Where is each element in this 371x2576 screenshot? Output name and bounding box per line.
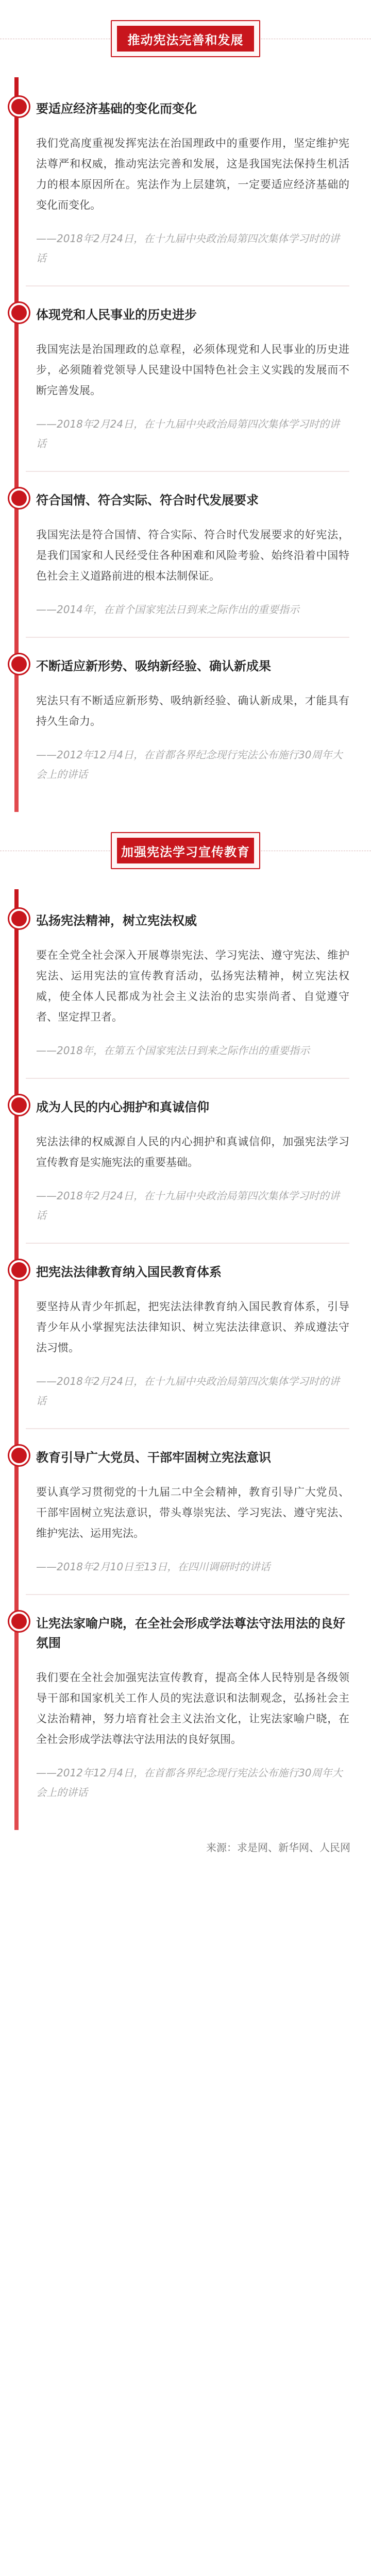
timeline-dot-icon xyxy=(9,909,29,928)
entry-heading: 不断适应新形势、吸纳新经验、确认新成果 xyxy=(36,659,271,673)
entry-source: ——2012年12月4日，在首都各界纪念现行宪法公布施行30周年大会上的讲话 xyxy=(36,1767,343,1799)
entry-heading: 体现党和人民事业的历史进步 xyxy=(36,308,197,322)
entry-source: ——2018年2月24日，在十九届中央政治局第四次集体学习时的讲话 xyxy=(36,418,340,450)
entry-body: 要在全党全社会深入开展尊崇宪法、学习宪法、遵守宪法、维护宪法、运用宪法的宣传教育活动，弘扬宪法精神，树立宪法权威，使全体人民都成为社会主义法治的忠实崇尚者、自觉遵守者、坚定捍卫者。 xyxy=(36,949,349,1023)
entry-heading: 成为人民的内心拥护和真诚信仰 xyxy=(36,1100,209,1114)
entry-body: 要坚持从青少年抓起，把宪法法律教育纳入国民教育体系，引导青少年从小掌握宪法法律知识、树立宪法法律意识、养成遵法守法习惯。 xyxy=(36,1300,349,1354)
entry-source: ——2018年2月24日，在十九届中央政治局第四次集体学习时的讲话 xyxy=(36,1375,340,1407)
entry-body: 要认真学习贯彻党的十九届二中全会精神，教育引导广大党员、干部牢固树立宪法意识，带头尊崇宪法、学习宪法、遵守宪法、维护宪法、运用宪法。 xyxy=(36,1486,349,1539)
timeline-dot-icon xyxy=(9,1446,29,1465)
timeline-dot-icon xyxy=(9,303,29,323)
entry-source: ——2018年2月24日，在十九届中央政治局第四次集体学习时的讲话 xyxy=(36,1190,340,1222)
entry-source: ——2018年2月10日至13日，在四川调研时的讲话 xyxy=(36,1561,271,1573)
timeline-entry xyxy=(36,286,349,471)
entry-heading: 弘扬宪法精神，树立宪法权威 xyxy=(36,913,197,928)
timeline-entry xyxy=(36,1429,349,1594)
entry-source: ——2018年，在第五个国家宪法日到来之际作出的重要指示 xyxy=(36,1044,310,1057)
timeline-dot-icon xyxy=(9,1095,29,1115)
entry-body: 我们党高度重视发挥宪法在治国理政中的重要作用，坚定维护宪法尊严和权威，推动宪法完善和发展，这是我国宪法保持生机活力的根本原因所在。宪法作为上层建筑，一定要适应经济基础的变化而变化。 xyxy=(36,137,349,211)
entry-heading: 让宪法家喻户晓，在全社会形成学法尊法守法用法的良好氛围 xyxy=(36,1616,345,1650)
timeline-entry xyxy=(36,892,349,1078)
entry-heading: 教育引导广大党员、干部牢固树立宪法意识 xyxy=(36,1450,271,1465)
timeline-dot-icon xyxy=(9,1260,29,1280)
entry-source: ——2018年2月24日，在十九届中央政治局第四次集体学习时的讲话 xyxy=(36,232,340,264)
timeline-dot-icon xyxy=(9,1612,29,1631)
section-title: 加强宪法学习宣传教育 xyxy=(117,838,254,863)
section-header xyxy=(0,0,371,77)
section-title-badge xyxy=(111,832,260,869)
timeline-dot-icon xyxy=(9,488,29,508)
timeline xyxy=(0,889,371,1830)
timeline-entry xyxy=(36,1595,349,1820)
section-title: 推动宪法完善和发展 xyxy=(117,26,254,52)
entry-heading: 符合国情、符合实际、符合时代发展要求 xyxy=(36,493,259,507)
section-title-badge xyxy=(111,20,260,57)
timeline-entry xyxy=(36,1079,349,1243)
entry-body: 我国宪法是治国理政的总章程，必须体现党和人民事业的历史进步，必须随着党领导人民建设中国特色社会主义实践的发展而不断完善发展。 xyxy=(36,343,349,397)
timeline-dot-icon xyxy=(9,654,29,674)
entry-heading: 要适应经济基础的变化而变化 xyxy=(36,101,197,116)
timeline-entry xyxy=(36,472,349,637)
entry-source: ——2012年12月4日，在首都各界纪念现行宪法公布施行30周年大会上的讲话 xyxy=(36,749,343,781)
entry-body: 宪法只有不断适应新形势、吸纳新经验、确认新成果，才能具有持久生命力。 xyxy=(36,694,349,727)
entry-body: 宪法法律的权威源自人民的内心拥护和真诚信仰，加强宪法学习宣传教育是实施宪法的重要基础。 xyxy=(36,1136,349,1168)
timeline-entry xyxy=(36,80,349,285)
section-header xyxy=(0,812,371,889)
entry-body: 我国宪法是符合国情、符合实际、符合时代发展要求的好宪法，是我们国家和人民经受住各种困难和风险考验、始终沿着中国特色社会主义道路前进的根本法制保证。 xyxy=(36,529,349,582)
source-footer: 来源：求是网、新华网、人民网 xyxy=(206,1841,350,1854)
timeline-entry xyxy=(36,1244,349,1428)
entry-body: 我们要在全社会加强宪法宣传教育，提高全体人民特别是各级领导干部和国家机关工作人员的宪法意识和法制观念，弘扬社会主义法治精神，努力培育社会主义法治文化，让宪法家喻户晓，在全社会形成学法尊法守法用法的良好氛围。 xyxy=(36,1671,349,1745)
entry-heading: 把宪法法律教育纳入国民教育体系 xyxy=(36,1265,222,1279)
timeline xyxy=(0,77,371,812)
timeline-entry xyxy=(36,638,349,802)
entry-source: ——2014年，在首个国家宪法日到来之际作出的重要指示 xyxy=(36,603,299,616)
timeline-dot-icon xyxy=(9,97,29,116)
